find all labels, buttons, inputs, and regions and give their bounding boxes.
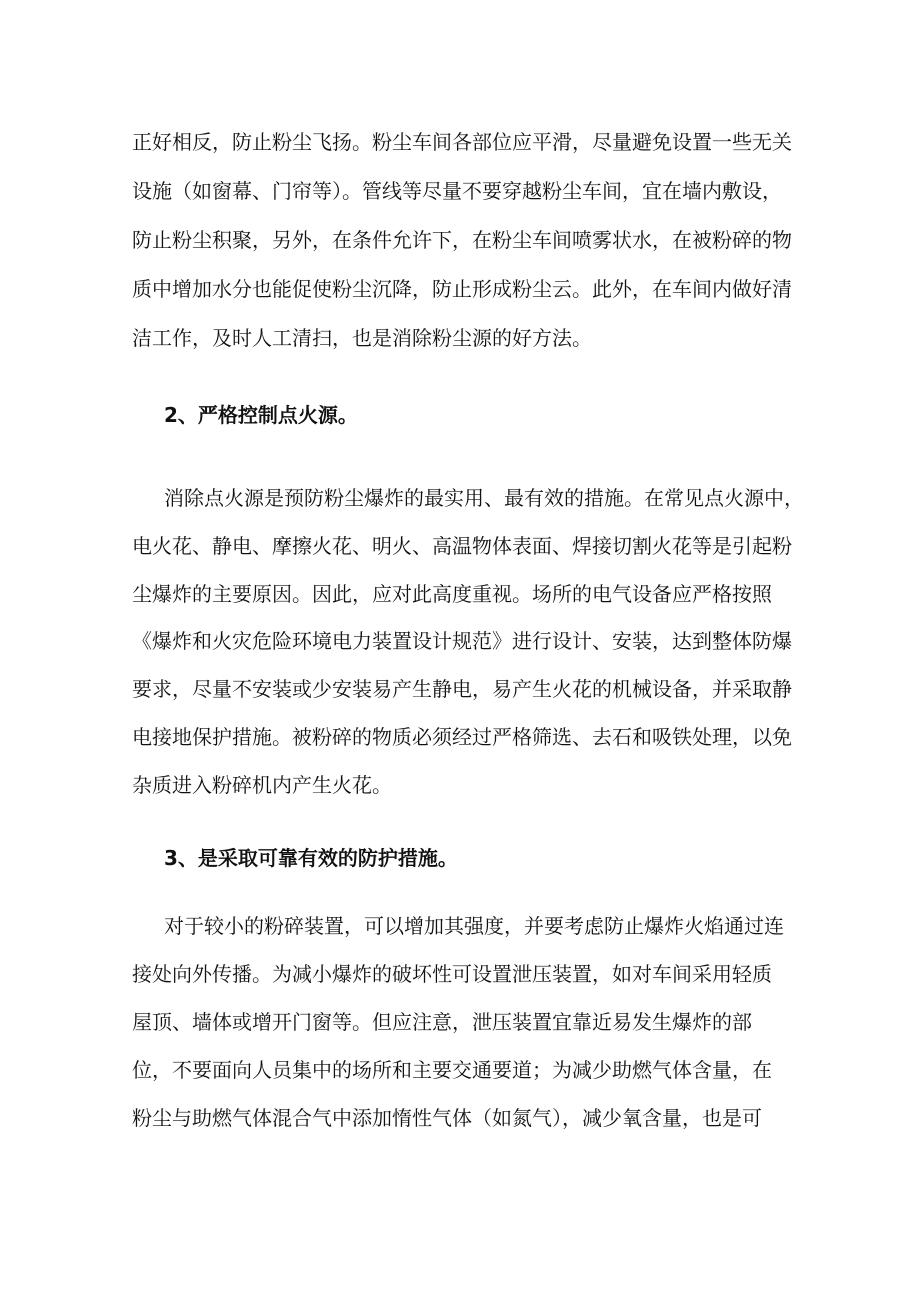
text-line: 电火花、静电、摩擦火花、明火、高温物体表面、焊接切割火花等是引起粉 <box>132 534 792 558</box>
text-line: 质中增加水分也能促使粉尘沉降，防止形成粉尘云。此外，在车间内做好清 <box>132 277 792 301</box>
text-line: 消除点火源是预防粉尘爆炸的最实用、最有效的措施。在常见点火源中， <box>164 486 804 510</box>
section-heading-protection-measures: 3、是采取可靠有效的防护措施。 <box>164 846 458 870</box>
text-line: 电接地保护措施。被粉碎的物质必须经过严格筛选、去石和吸铁处理，以免 <box>132 725 792 749</box>
text-line: 尘爆炸的主要原因。因此，应对此高度重视。场所的电气设备应严格按照 <box>132 582 772 606</box>
text-line: 防止粉尘积聚，另外，在条件允许下，在粉尘车间喷雾状水，在被粉碎的物 <box>132 228 792 252</box>
text-line: 《爆炸和火灾危险环境电力装置设计规范》进行设计、安装，达到整体防爆 <box>132 629 792 653</box>
text-line: 要求，尽量不安装或少安装易产生静电，易产生火花的机械设备，并采取静 <box>132 677 792 701</box>
text-line: 位，不要面向人员集中的场所和主要交通要道；为减少助燃气体含量，在 <box>132 1058 772 1082</box>
text-line: 屋顶、墙体或增开门窗等。但应注意，泄压装置宜靠近易发生爆炸的部 <box>132 1010 752 1034</box>
text-line: 设施（如窗幕、门帘等）。管线等尽量不要穿越粉尘车间，宜在墙内敷设， <box>132 179 782 203</box>
text-line: 正好相反，防止粉尘飞扬。粉尘车间各部位应平滑，尽量避免设置一些无关 <box>132 130 792 154</box>
section-heading-ignition-control: 2、严格控制点火源。 <box>164 403 358 427</box>
text-line: 洁工作，及时人工清扫，也是消除粉尘源的好方法。 <box>132 326 592 350</box>
text-line: 粉尘与助燃气体混合气中添加惰性气体（如氮气），减少氧含量，也是可 <box>132 1106 762 1130</box>
text-line: 对于较小的粉碎装置，可以增加其强度，并要考虑防止爆炸火焰通过连 <box>164 914 784 938</box>
text-line: 接处向外传播。为减小爆炸的破坏性可设置泄压装置，如对车间采用轻质 <box>132 962 772 986</box>
text-line: 杂质进入粉碎机内产生火花。 <box>132 773 392 797</box>
